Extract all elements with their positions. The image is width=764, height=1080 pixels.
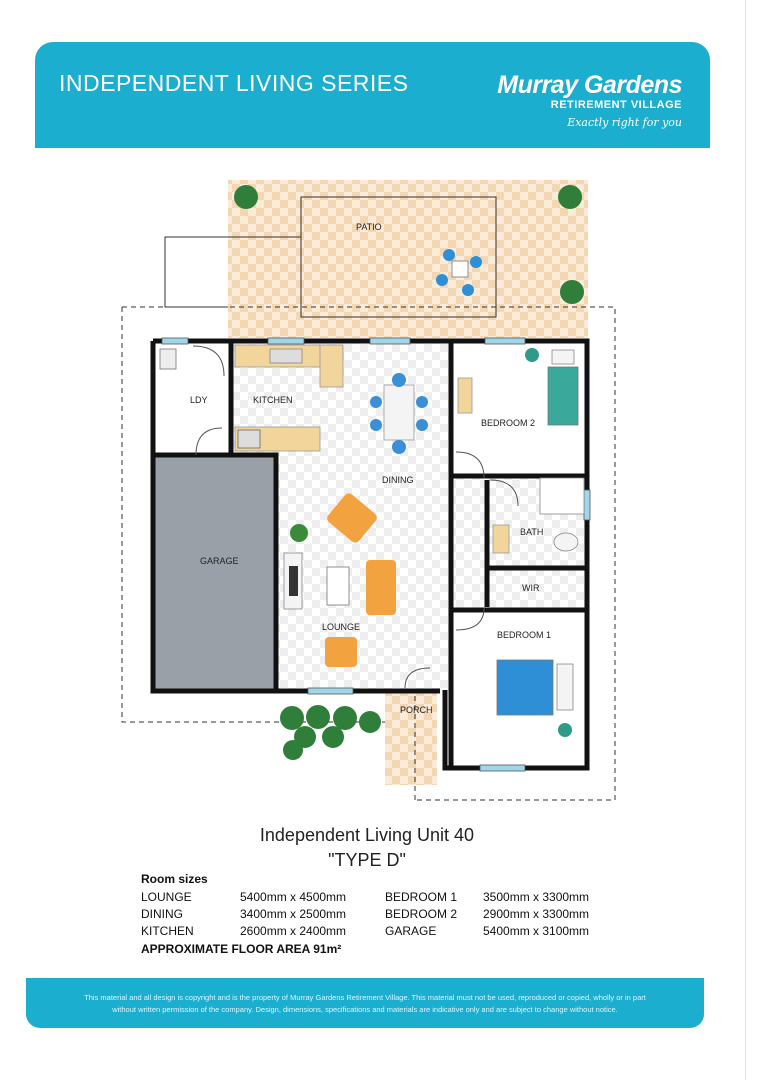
label-wir: WIR (522, 583, 540, 593)
floor-area: APPROXIMATE FLOOR AREA 91m² (141, 942, 342, 956)
bed-bedroom2 (548, 367, 578, 425)
patio-table (452, 261, 468, 277)
room-name: GARAGE (385, 924, 437, 938)
label-dining: DINING (382, 475, 414, 485)
garage-floor (153, 455, 276, 691)
brand-tagline: Exactly right for you (567, 116, 682, 129)
sofa (366, 560, 396, 615)
patio-paving (228, 180, 588, 338)
room-size: 5400mm x 4500mm (240, 890, 347, 904)
pillow-bedroom2 (552, 350, 574, 364)
kitchen-sink (270, 349, 302, 363)
desk-bedroom2 (458, 378, 472, 413)
label-bath: BATH (520, 527, 544, 537)
pillows-bedroom1 (557, 664, 573, 710)
room-name: KITCHEN (141, 924, 194, 938)
lamp-bedroom1 (558, 723, 572, 737)
series-title: INDEPENDENT LIVING SERIES (59, 70, 409, 96)
brand-name: Murray Gardens (497, 71, 682, 99)
room-size: 3400mm x 2500mm (240, 907, 347, 921)
room-size: 5400mm x 3100mm (483, 924, 590, 938)
label-garage: GARAGE (200, 556, 239, 566)
label-kitchen: KITCHEN (253, 395, 293, 405)
room-size: 2900mm x 3300mm (483, 907, 590, 921)
unit-title: Independent Living Unit 40 (259, 825, 475, 845)
shower (540, 478, 584, 514)
unit-type: "TYPE D" (328, 850, 406, 870)
label-bedroom1: BEDROOM 1 (497, 630, 552, 640)
label-porch: PORCH (400, 705, 433, 715)
cooktop (238, 430, 260, 448)
coffee-table (327, 567, 349, 605)
room-name: LOUNGE (141, 890, 192, 904)
room-sizes-heading: Room sizes (141, 872, 208, 886)
label-patio: PATIO (356, 222, 382, 232)
television (289, 566, 298, 596)
bed-bedroom1 (497, 660, 553, 715)
indoor-plant (290, 524, 308, 542)
lounge-chair (325, 637, 357, 667)
room-size: 2600mm x 2400mm (240, 924, 347, 938)
label-ldy: LDY (190, 395, 208, 405)
label-lounge: LOUNGE (322, 622, 361, 632)
room-size: 3500mm x 3300mm (483, 890, 590, 904)
lamp-bedroom2 (525, 348, 539, 362)
copyright-line-2: without written permission of the company. Design, dimensions, specifications and materials are indicative only and are subject to change without notice. (112, 1005, 618, 1014)
room-name: BEDROOM 1 (385, 890, 458, 904)
brand-subtitle: RETIREMENT VILLAGE (550, 99, 682, 111)
label-bedroom2: BEDROOM 2 (481, 418, 536, 428)
vanity (493, 525, 509, 553)
kitchen-bench-return (320, 345, 343, 387)
room-name: BEDROOM 2 (385, 907, 458, 921)
toilet (554, 533, 578, 551)
laundry-tub (160, 349, 176, 369)
room-name: DINING (141, 907, 183, 921)
copyright-line-1: This material and all design is copyright and is the property of Murray Gardens Retirement Village. This material must not be used, reproduced or copied, wholly or in part (84, 993, 646, 1002)
footer-banner (26, 978, 704, 1028)
dining-table (384, 385, 414, 440)
